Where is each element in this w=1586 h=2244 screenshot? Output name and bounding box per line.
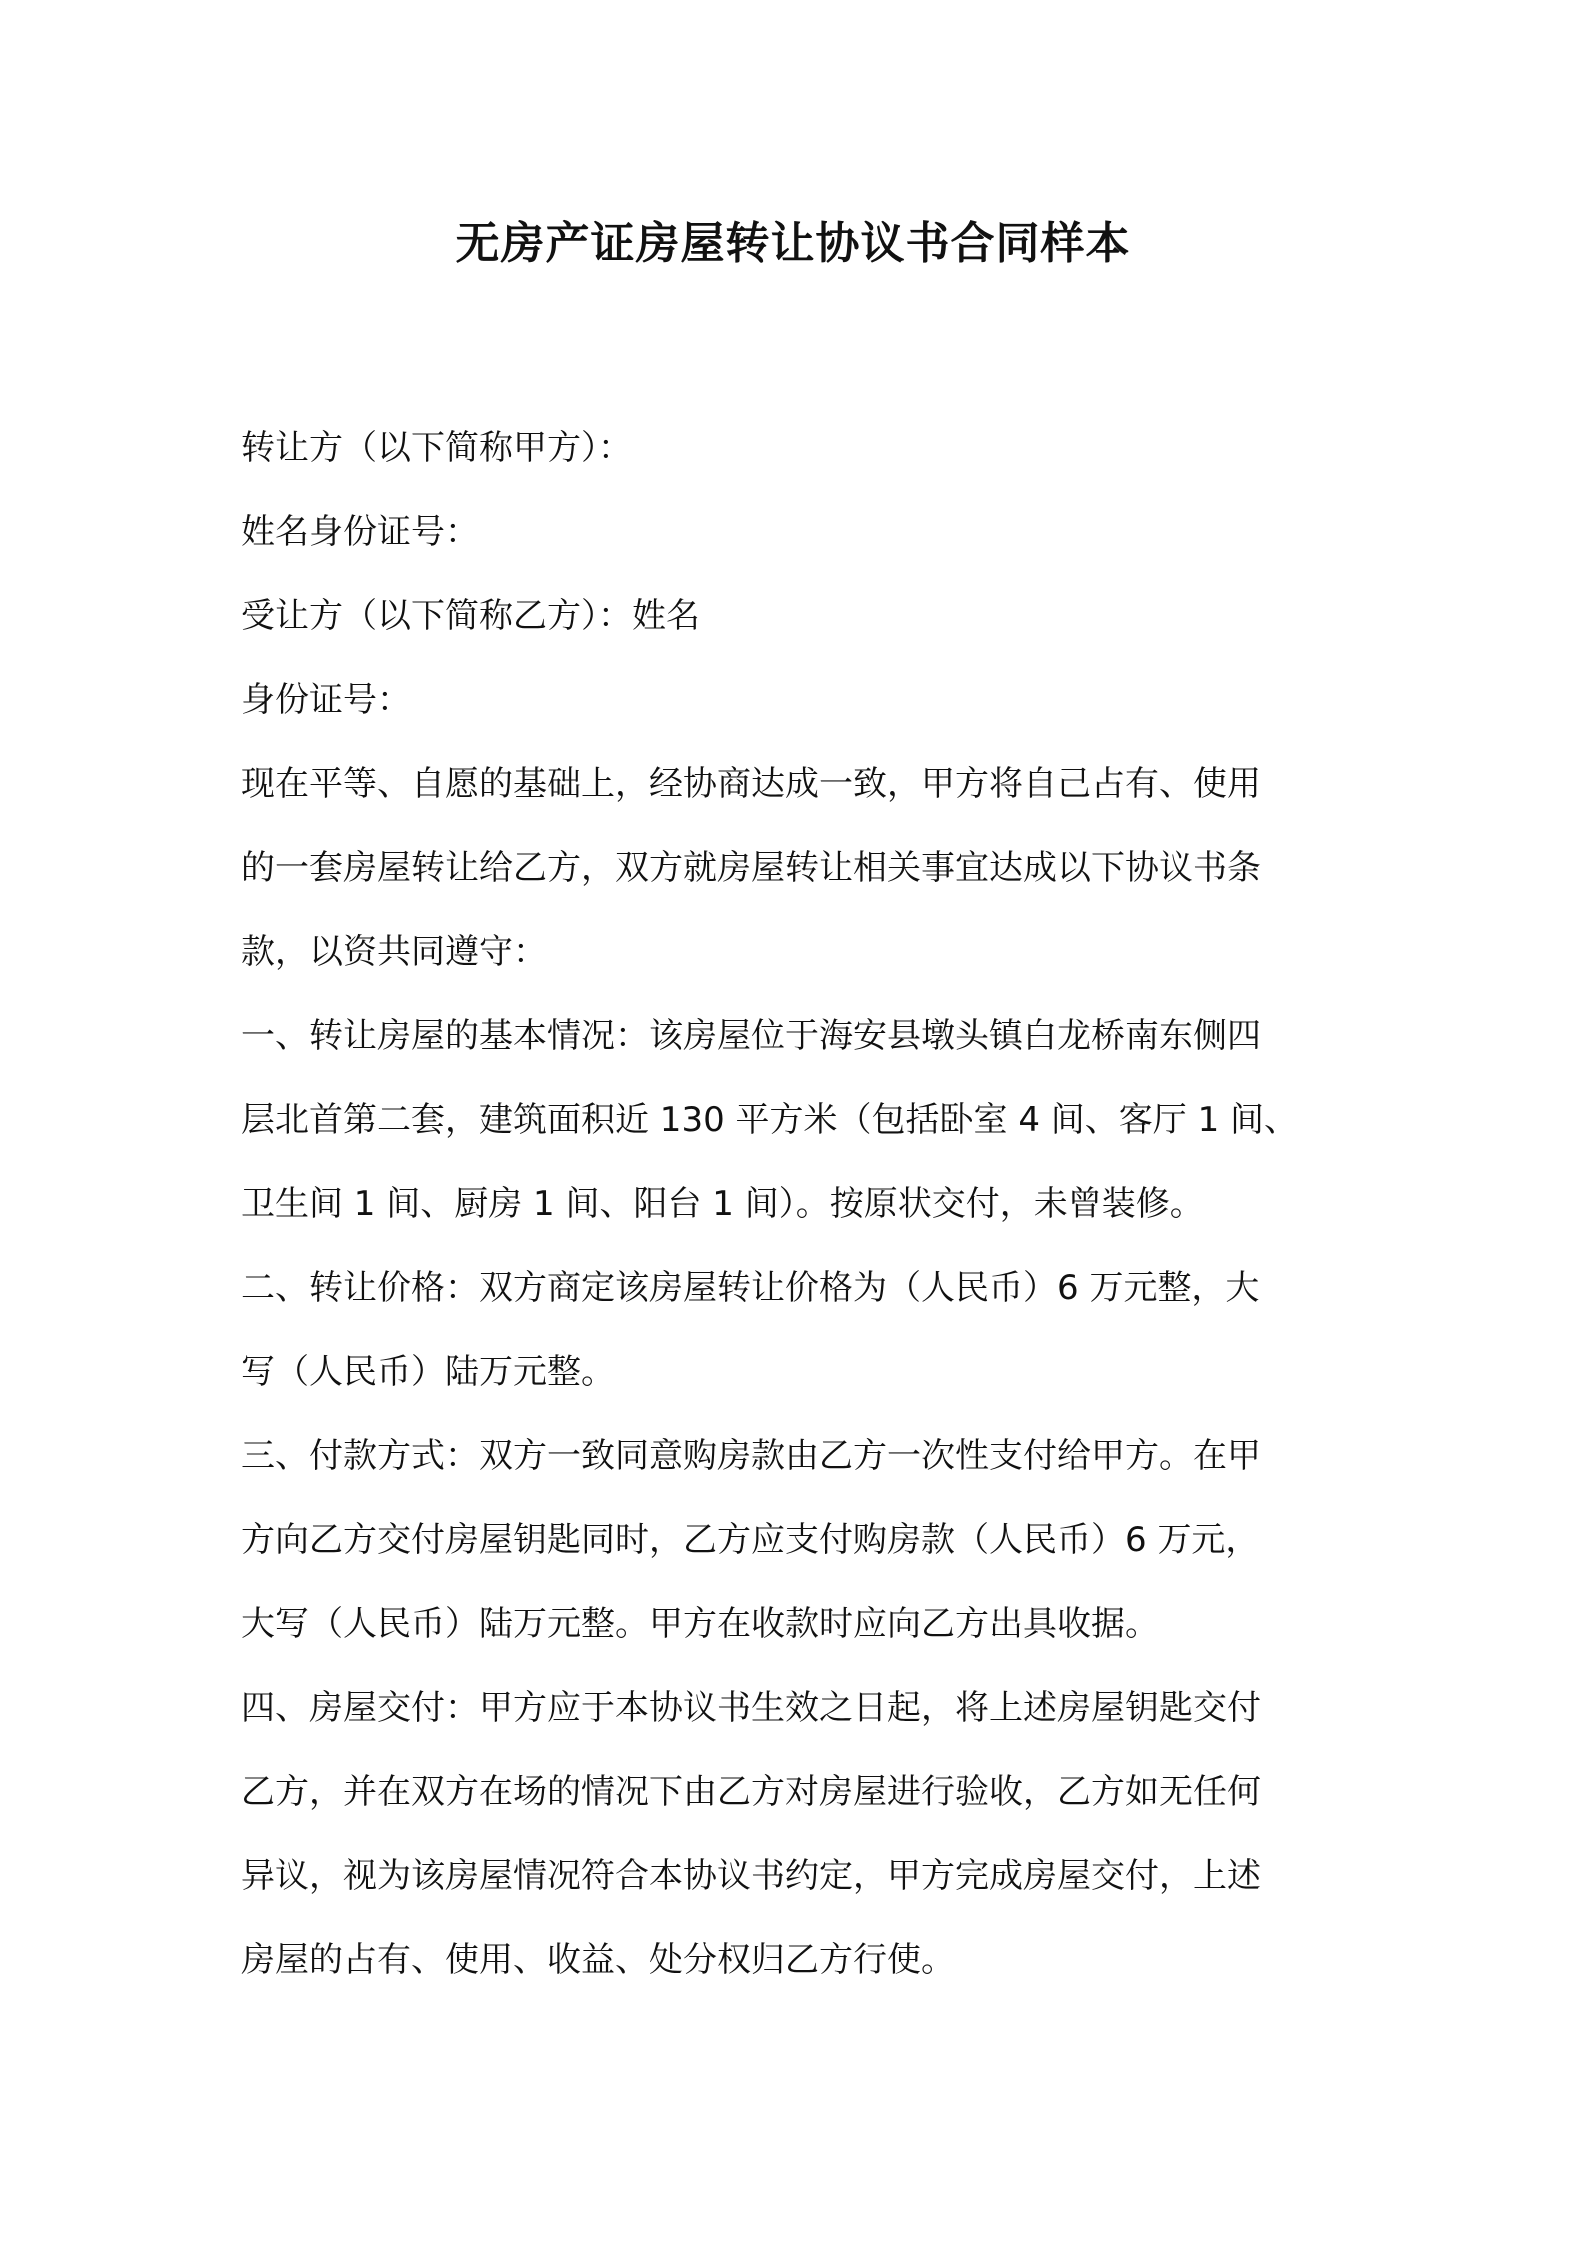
preamble-line: 的一套房屋转让给乙方，双方就房屋转让相关事宜达成以下协议书条 [241, 848, 1261, 888]
clause-1-line: 卫生间 1 间、厨房 1 间、阳台 1 间）。按原状交付，未曾装修。 [241, 1184, 1204, 1224]
clause-4-line: 房屋的占有、使用、收益、处分权归乙方行使。 [241, 1940, 955, 1980]
clause-3-line: 方向乙方交付房屋钥匙同时，乙方应支付购房款（人民币）6 万元， [241, 1520, 1260, 1560]
clause-3-line: 大写（人民币）陆万元整。甲方在收款时应向乙方出具收据。 [241, 1604, 1159, 1644]
clause-2-line: 二、转让价格：双方商定该房屋转让价格为（人民币）6 万元整，大 [241, 1268, 1260, 1308]
clause-4-line: 乙方，并在双方在场的情况下由乙方对房屋进行验收，乙方如无任何 [241, 1772, 1261, 1812]
seller-label: 转让方（以下简称甲方）： [241, 428, 632, 468]
clause-4-line: 四、房屋交付：甲方应于本协议书生效之日起，将上述房屋钥匙交付 [241, 1688, 1261, 1728]
buyer-id-label: 身份证号： [241, 680, 411, 720]
document-body [241, 406, 1361, 2002]
seller-id-label: 姓名身份证号： [241, 512, 479, 552]
page-title: 无房产证房屋转让协议书合同样本 [455, 218, 1131, 269]
clause-1-line: 一、转让房屋的基本情况：该房屋位于海安县墩头镇白龙桥南东侧四 [241, 1016, 1261, 1056]
clause-4-line: 异议，视为该房屋情况符合本协议书约定，甲方完成房屋交付，上述 [241, 1856, 1261, 1896]
preamble-line: 现在平等、自愿的基础上，经协商达成一致，甲方将自己占有、使用 [241, 764, 1261, 804]
clause-3-line: 三、付款方式：双方一致同意购房款由乙方一次性支付给甲方。在甲 [241, 1436, 1261, 1476]
clause-1-line: 层北首第二套，建筑面积近 130 平方米（包括卧室 4 间、客厅 1 间、 [241, 1100, 1299, 1140]
clause-2-line: 写（人民币）陆万元整。 [241, 1352, 615, 1392]
preamble-line: 款，以资共同遵守： [241, 932, 547, 972]
buyer-label: 受让方（以下简称乙方）：姓名 [241, 596, 700, 636]
